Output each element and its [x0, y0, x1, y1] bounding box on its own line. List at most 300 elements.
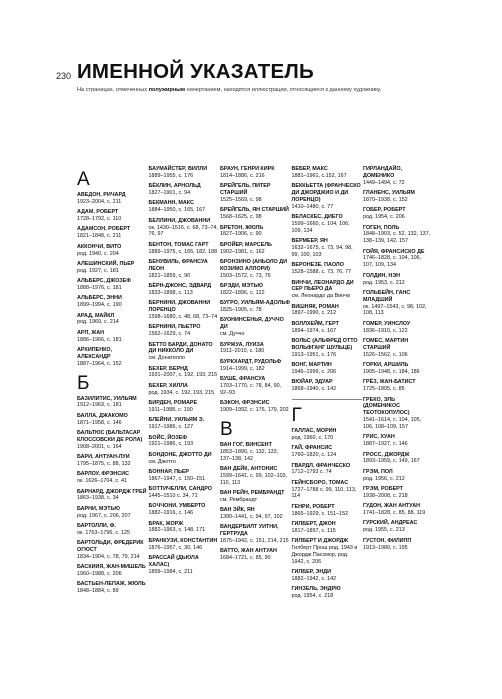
- entry-name: ВИШНЯК, РОМАН: [291, 303, 339, 310]
- entry-name: БРАК, ЖОРЖ: [148, 520, 184, 527]
- index-entry: [149, 259, 219, 280]
- index-entry: [363, 486, 433, 500]
- entry-pages: 1917–1986, с. 127: [148, 424, 194, 431]
- entry-name: БАСТЬЕН-ЛЕПАЖ, ЖЮЛЬ: [77, 581, 146, 588]
- index-entry: [292, 504, 362, 518]
- entry-name: БУРЖУА, ЛУИЗА: [220, 341, 264, 348]
- index-entry: [220, 183, 290, 204]
- index-entry: [220, 300, 290, 314]
- entry-pages: см. Дуччо: [220, 331, 245, 338]
- entry-name: БАРНИ, МЭТЬЮ: [77, 505, 120, 512]
- entry-name: ВОЛЛХЕЙМ, ГЕРТ: [291, 320, 339, 327]
- entry-pages: 1888–1976, с. 181: [77, 284, 122, 291]
- entry-name: ГОМЕР, УИНСЛОУ: [363, 320, 411, 327]
- entry-pages: 1822–1896, с. 122: [220, 289, 265, 296]
- index-column: [77, 166, 147, 604]
- entry-name: ГИЛБЕРТ, ДЖОН: [291, 521, 336, 528]
- index-entry: [149, 503, 219, 517]
- index-entry: [363, 290, 433, 317]
- entry-name: ГЛАНЕНС, УИЛЬЯМ: [363, 190, 415, 197]
- entry-name: ГУСТОН, ФИЛИПП: [363, 537, 412, 544]
- entry-name: БЕРНИНИ, ПЬЕТРО: [148, 324, 201, 331]
- entry-name: АЛЬБЕРС, ЭННИ: [77, 295, 122, 302]
- entry-name: ГОБЕР, РОБЕРТ: [363, 207, 406, 214]
- entry-pages: 1817–1897, с. 115: [291, 527, 336, 534]
- entry-pages: 1923–2004, с. 211: [77, 198, 122, 205]
- entry-name: БРАССАЙ (ДЬЮЛА ХАЛАС): [148, 555, 199, 568]
- entry-name: БУРКХАРДТ, РУДОЛЬФ: [220, 358, 282, 365]
- entry-pages: 1599–1660, с. 104, 106, 109, 134: [291, 221, 350, 234]
- entry-pages: 1902–1981, с. 162: [220, 248, 265, 255]
- index-entry: [220, 225, 290, 239]
- entry-pages: 1848–1903, с. 52, 132, 137, 138–139, 142, 157: [363, 231, 431, 245]
- entry-pages: 1821–1848, с. 211: [77, 233, 122, 240]
- entry-name: БРОНЗИНО (АНЬОЛО ДИ КОЗИМО АЛЛОРИ): [220, 258, 287, 272]
- entry-pages: род. 1969, с. 214: [77, 319, 119, 326]
- index-column: [149, 166, 219, 604]
- index-entry: [292, 238, 362, 259]
- entry-pages: род. 1953, с. 212: [363, 279, 405, 286]
- index-entry: [220, 166, 290, 180]
- entry-name: БАРТОЛЬДИ, ФРЕДЕРИК ОГЮСТ: [77, 540, 144, 554]
- entry-pages: см. Леонардо да Винчи: [291, 293, 350, 300]
- index-entry: [77, 192, 147, 206]
- entry-name: БЕХЕР, ХИЛЛА: [148, 382, 188, 389]
- entry-name: АЛЬБЕРС, ДЖОЗЕФ: [77, 278, 131, 285]
- entry-pages: 1541–1614, с. 104, 105, 106, 108–109, 157: [363, 417, 422, 430]
- entry-name: БОТТИЧЕЛЛИ, САНДРО: [148, 486, 212, 493]
- entry-pages: 1886–1966, с. 181: [77, 336, 122, 343]
- entry-name: ВЮЙАР, ЭДУАР: [291, 379, 333, 386]
- index-entry: [220, 317, 290, 338]
- entry-pages: 1390–1441, с. 94, 97, 102: [220, 514, 283, 521]
- entry-name: БОЧЧОНИ, УМБЕРТО: [148, 503, 206, 510]
- entry-pages: 1887–1927, с. 146: [363, 441, 408, 448]
- index-entry: [77, 506, 147, 520]
- entry-name: БУОНИНСЕНЬЯ, ДУЧЧО ДИ: [220, 317, 284, 331]
- entry-pages: 1834–1904, с. 78, 79, 214: [77, 553, 140, 560]
- index-entry: [77, 244, 147, 258]
- entry-name: БЕНТОН, ТОМАС ГАРТ: [148, 241, 209, 248]
- entry-name: АДАМ, РОБЕРТ: [77, 209, 119, 216]
- index-entry: [149, 218, 219, 239]
- entry-pages: 1905–1948, с. 184, 186: [363, 368, 420, 375]
- entry-pages: род. 1954, с. 218: [291, 593, 334, 600]
- index-entry: [292, 445, 362, 459]
- entry-name: БАЛЬТЮС (БАЛЬТАСАР КЛОССОВСКИ ДЕ РОЛА): [77, 429, 143, 443]
- entry-name: ВАНДЕРБИЛТ УИТНИ, ГЕРТРУДА: [220, 524, 279, 538]
- index-note: [77, 87, 381, 93]
- index-entry: [77, 430, 147, 451]
- entry-pages: 1568–1625, с. 98: [220, 214, 262, 221]
- index-entry: [220, 442, 290, 463]
- letter-heading: Г: [291, 405, 302, 427]
- entry-pages: 1863–1938, с. 34: [77, 495, 119, 502]
- index-entry: [149, 435, 219, 449]
- entry-pages: 1882–1942, с. 142: [291, 576, 337, 583]
- index-entry: [363, 338, 433, 359]
- entry-pages: 1525–1569, с. 98: [220, 196, 262, 203]
- entry-name: ГИРЛАНДАЙО, ДОМЕНИКО: [363, 166, 403, 179]
- letter-heading: А: [77, 169, 90, 190]
- entry-name: БРЕЙГЕЛЬ, ЯН СТАРШИЙ: [220, 207, 289, 214]
- index-entry: [77, 489, 147, 503]
- index-entry: [292, 463, 362, 477]
- entry-name: ГАЛЛАС, МОРИН: [291, 428, 337, 435]
- entry-name: ГУДОН, ЖАН АНТУАН: [363, 503, 421, 510]
- index-entry: [149, 417, 219, 431]
- entry-pages: 1887–1964, с. 152: [77, 360, 122, 367]
- entry-pages: род. 1960, с. 170: [291, 434, 334, 441]
- index-entry: [363, 379, 433, 393]
- index-entry: [220, 359, 290, 373]
- entry-pages: см. Джотто: [148, 458, 176, 465]
- index-entry: [149, 200, 219, 214]
- entry-name: АККОНЧИ, ВИТО: [77, 243, 122, 250]
- entry-pages: 1449–1494, с. 72: [363, 179, 405, 186]
- entry-pages: 1889–1975, с. 165, 182, 188: [148, 248, 218, 255]
- entry-name: БАРИ, АНТУАН-ЛУИ: [77, 454, 130, 461]
- entry-pages: 1899–1984, с. 211: [148, 568, 193, 575]
- entry-pages: 1725–1805, с. 85: [363, 386, 405, 393]
- index-entry: [292, 166, 362, 180]
- entry-name: ВАТТО, ЖАН АНТУАН: [220, 548, 277, 555]
- index-entry: [363, 166, 433, 187]
- index-entry: [363, 538, 433, 552]
- entry-pages: 1853–1890, с. 132, 133, 137–138, 142: [220, 448, 279, 462]
- entry-name: БРАНКУЗИ, КОНСТАНТИН: [148, 537, 218, 544]
- index-entry: [363, 469, 433, 483]
- index-entry: [149, 366, 219, 380]
- entry-name: ГИЛБЕРТ И ДЖОРДЖ: [291, 538, 349, 545]
- index-entry: [292, 262, 362, 276]
- index-entry: [220, 242, 290, 256]
- index-entry: [149, 183, 219, 197]
- entry-name: БУШЕ, ФРАНСУА: [220, 375, 266, 382]
- entry-pages: 1728–1792, с. 110: [77, 216, 122, 223]
- index-entry: [77, 523, 147, 537]
- entry-name: ГОЛДИН, НЭН: [363, 272, 401, 279]
- index-entry: [77, 581, 147, 595]
- index-entry: [363, 520, 433, 534]
- entry-pages: 1882–1963, с. 148, 171: [148, 527, 206, 534]
- index-column: [220, 166, 290, 604]
- index-entry: [292, 183, 362, 210]
- entry-name: ГРОСС, ДЖОРДЖ: [363, 451, 410, 458]
- entry-pages: ок. 1626–1704, с. 41: [77, 478, 128, 485]
- entry-pages: род. 1956, с. 212: [363, 475, 405, 482]
- entry-name: ГУРСКИЙ, АНДРЕАС: [363, 520, 418, 527]
- entry-name: ГРЭМ, РОБЕРТ: [363, 486, 403, 493]
- entry-name: БАСКИИЯ, ЖАН-МИШЕЛЬ: [77, 564, 146, 571]
- index-entry: [220, 259, 290, 280]
- index-entry: [292, 538, 362, 565]
- entry-name: ГОЛЬБЕЙН, ГАНС МЛАДШИЙ: [363, 289, 411, 303]
- letter-heading: В: [220, 418, 233, 440]
- entry-pages: 1938–2008, с. 218: [363, 492, 408, 499]
- entry-name: БРАУН, ГЕНРИ КИРК: [220, 166, 275, 172]
- entry-pages: 1875–1942, с. 151, 214, 215: [220, 538, 289, 545]
- entry-pages: 1921–1986, с. 193: [148, 441, 194, 448]
- entry-name: БЕРНИНИ, ДЖОВАННИ ЛОРЕНЦО: [148, 300, 211, 314]
- entry-pages: 1911–2010, с. 180: [220, 348, 265, 355]
- entry-pages: 1760–1820, с. 124: [291, 452, 337, 459]
- index-entry: [220, 283, 290, 297]
- entry-name: БЁРН-ДЖОНС, ЭДВАРД: [148, 283, 212, 290]
- entry-name: ВЕЛАСКЕС, ДИЕГО: [291, 214, 343, 221]
- entry-name: БАЛЛА, ДЖАКОМО: [77, 412, 128, 419]
- index-entry: [77, 347, 147, 368]
- entry-name: ВИНЧИ, ЛЕОНАРДО ДИ СЕР ПЬЕРО ДА: [291, 279, 354, 293]
- entry-pages: Гилберт Прош род. 1943 и Джордж Пассмор, род. 1942, с. 206: [291, 545, 358, 565]
- entry-pages: 1868–1940, с. 142: [291, 386, 337, 393]
- entry-pages: род. 1954, с. 206: [363, 214, 405, 221]
- entry-name: БАУМАЙСТЕР, ВИЛЛИ: [148, 166, 208, 172]
- entry-pages: род. 1967, с. 206, 207: [77, 512, 131, 519]
- index-column: [363, 166, 433, 604]
- entry-name: БРЭДИ, МЭТЬЮ: [220, 283, 263, 290]
- entry-name: ГИЛБЕР, ЭНДИ: [291, 569, 331, 576]
- entry-pages: 1712–1793 с. 74: [291, 469, 332, 476]
- entry-pages: 1562–1629, с. 74: [148, 331, 191, 338]
- index-entry: [292, 379, 362, 393]
- index-entry: [292, 304, 362, 318]
- entry-pages: 1913–1951, с. 176: [291, 351, 337, 358]
- index-entry: [363, 190, 433, 204]
- entry-pages: 1894–1974, с. 167: [291, 327, 337, 334]
- entry-name: ГОЙЯ, ФРАНСИСКО ДЕ: [363, 248, 425, 255]
- index-entry: [149, 400, 219, 414]
- index-entry: [363, 225, 433, 246]
- entry-pages: 1848–1884, с. 89: [77, 588, 119, 595]
- index-entry: [77, 261, 147, 275]
- index-entry: [77, 540, 147, 561]
- entry-pages: 1746–1828, с. 104, 106, 107, 109, 134: [363, 255, 422, 269]
- index-entry: [220, 548, 290, 562]
- entry-pages: 1833–1898, с. 113: [148, 289, 193, 296]
- entry-pages: 1871–1958, с. 146: [77, 419, 122, 426]
- index-entry: [149, 283, 219, 297]
- index-column: [292, 166, 362, 604]
- entry-pages: род. 1940, с. 204: [77, 250, 119, 257]
- entry-pages: 1703–1770, с. 78, 84, 90, 92–93: [220, 382, 282, 396]
- entry-name: БАРЛОУ, ФРЭНСИС: [77, 471, 129, 478]
- entry-pages: 1599–1641, с. 99, 102–103, 110, 113: [220, 472, 288, 486]
- index-entry: [220, 507, 290, 521]
- index-entry: [363, 362, 433, 376]
- index-entry: [149, 324, 219, 338]
- index-entry: [292, 338, 362, 359]
- page-title: ИМЕННОЙ УКАЗАТЕЛЬ: [77, 60, 314, 83]
- divider: [292, 399, 362, 400]
- index-entry: [292, 586, 362, 600]
- entry-name: БЕХЕР, БЕРНД: [148, 365, 188, 372]
- entry-pages: 1865–1929, с. 151–152: [291, 510, 349, 517]
- entry-pages: ок. 1430–1516, с. 68, 73–74, 76, 97: [148, 224, 218, 238]
- entry-pages: 1795–1875, с. 88, 132: [77, 460, 131, 467]
- entry-name: АРП, ЖАН: [77, 329, 105, 336]
- index-entry: [77, 330, 147, 344]
- entry-name: АДАМСОН, РОБЕРТ: [77, 226, 131, 233]
- index-entry: [220, 342, 290, 356]
- entry-name: БОНДОНЕ, ДЖОТТО ДИ: [148, 451, 212, 458]
- entry-pages: 1684–1721, с. 85, 90: [220, 555, 271, 562]
- entry-name: АВЕДОН, РИЧАРД: [77, 192, 126, 198]
- entry-name: БРЕТОН, ЖЮЛЬ: [220, 224, 264, 231]
- entry-pages: 1632–1675, с. 73, 94, 98, 99, 100, 103: [291, 245, 353, 258]
- entry-pages: 1897–1990, с. 212: [291, 310, 337, 317]
- entry-name: ВАН РЕЙН, РЕМБРАНДТ: [220, 489, 285, 496]
- index-entry: [149, 469, 219, 483]
- entry-pages: 1889–1955, с. 176: [148, 172, 194, 179]
- index-note-pre: На страницах, отмеченных: [77, 87, 149, 93]
- entry-pages: 1867–1947, с. 150–151: [148, 475, 206, 482]
- index-entry: [292, 321, 362, 335]
- entry-pages: 1526–1562, с. 106: [363, 351, 408, 358]
- index-entry: [363, 397, 433, 431]
- index-note-bold: полужирным: [148, 87, 186, 93]
- entry-name: АЛЕШИНСКИЙ, ПЬЕР: [77, 260, 135, 267]
- entry-name: ВАН ДЕЙК, АНТОНИС: [220, 465, 278, 472]
- index-entry: [220, 466, 290, 487]
- index-note-post: начертанием, находятся иллюстрации, относящиеся к данному художнику.: [185, 87, 382, 93]
- entry-name: БАРНАРД, ДЖОРДЖ ГРЕЙ: [77, 488, 147, 495]
- entry-pages: 1445–1510 с. 34, 71: [148, 493, 198, 500]
- entry-pages: 1410–1480, с. 77: [291, 203, 334, 210]
- entry-name: ГРИС, ХУАН: [363, 434, 395, 441]
- entry-name: ВЕРМЕЕР, ЯН: [291, 238, 328, 245]
- entry-name: ГВАРДЛ, ФРАНЧЕСКО: [291, 462, 351, 469]
- entry-pages: 1814–1886, с. 216: [220, 172, 265, 179]
- entry-pages: 1528–1588, с. 73, 76, 77: [291, 269, 352, 276]
- letter-heading: Б: [77, 372, 90, 394]
- entry-pages: 1884–1950, с. 165, 167: [148, 207, 206, 214]
- index-entry: [149, 342, 219, 363]
- entry-name: БЛЕЙНИ, УИЛЬЯМ Э.: [148, 417, 205, 424]
- entry-name: БЕКМАНН, МАКС: [148, 200, 194, 207]
- entry-pages: 1503–1572, с. 73, 76: [220, 272, 271, 279]
- entry-pages: 1870–1938, с. 152: [363, 196, 408, 203]
- entry-pages: 1913–1980, с. 195: [363, 544, 408, 551]
- index-entry: [363, 207, 433, 221]
- index-entry: [292, 480, 362, 501]
- entry-pages: 1899–1994, с. 190: [77, 302, 122, 309]
- entry-pages: 1914–1999, с. 182: [220, 365, 265, 372]
- entry-name: ГОРКИ, АРШИЛЬ: [363, 362, 409, 369]
- index-entry: [77, 396, 147, 410]
- entry-name: БУГРО, УИЛЬЯМ-АДОЛЬФ: [220, 300, 290, 307]
- entry-name: БЕТТО БАРДИ, ДОНАТО ДИ НИККОЛО ДИ: [148, 341, 213, 355]
- index-entry: [220, 400, 290, 414]
- entry-pages: 1931–2007, с. 192, 193, 215: [148, 372, 218, 379]
- entry-pages: 1909–1992, с. 176, 179, 202: [220, 406, 289, 413]
- entry-name: БЁКЛИН, АРНОЛЬД: [148, 183, 201, 190]
- index-entry: [77, 209, 147, 223]
- index-entry: [149, 538, 219, 552]
- entry-name: ГАЙ, ФРАНСИС: [291, 445, 333, 452]
- entry-pages: 1882–1916, с. 146: [148, 510, 194, 517]
- entry-pages: 1741–1828, с. 85, 88, 119: [363, 510, 426, 517]
- entry-name: ВАН ЭЙК, ЯН: [220, 507, 255, 514]
- entry-name: ГИНЗЕЛЬ, ЭНДРЮ: [291, 586, 341, 593]
- entry-name: ГОМЕС, МАРТИН СТАРШИЙ: [363, 338, 409, 351]
- index-entry: [149, 242, 219, 256]
- index-entry: [149, 521, 219, 535]
- index-entry: [363, 503, 433, 517]
- index-entry: [292, 521, 362, 535]
- entry-name: АРХИПЕНКО, АЛЕКСАНДР: [77, 346, 113, 360]
- entry-pages: см. Донателло: [148, 355, 186, 362]
- entry-pages: см. Рембрандт: [220, 496, 258, 503]
- entry-name: ВЕБЕР, МАКС: [291, 166, 328, 172]
- index-entry: [220, 376, 290, 397]
- index-entry: [363, 273, 433, 287]
- index-entry: [77, 454, 147, 468]
- entry-name: ВЕРОНЕЗЕ, ПАОЛО: [291, 262, 344, 269]
- index-entry: [292, 214, 362, 235]
- index-entry: [149, 486, 219, 500]
- entry-pages: 1946–1999, с. 206: [291, 368, 337, 375]
- index-entry: [149, 452, 219, 466]
- index-entry: [363, 434, 433, 448]
- entry-name: АРАД, МАЙКЛ: [77, 312, 115, 319]
- entry-pages: 1821–1859, с. 90: [148, 272, 191, 279]
- entry-pages: ок. 1763–1796, с. 125: [77, 529, 131, 536]
- index-entry: [77, 278, 147, 292]
- entry-pages: род. 1955, с. 213: [363, 527, 405, 534]
- entry-pages: род. 1934, с. 192, 193, 215: [148, 389, 215, 396]
- index-entry: [77, 413, 147, 427]
- entry-name: БЕНУВИЛЬ, ФРАНСУА ЛЕОН: [148, 258, 208, 272]
- entry-name: БРОЙЕР, МАРСЕЛЬ: [220, 241, 272, 248]
- entry-name: БРЕЙГЕЛЬ, ПИТЕР СТАРШИЙ: [220, 183, 271, 197]
- entry-pages: ок. 1497–1543, с. 98, 102, 108, 113: [363, 303, 427, 317]
- index-entry: [149, 300, 219, 321]
- index-entry: [292, 362, 362, 376]
- entry-name: БОЙС, ЙОЗЕФ: [148, 434, 187, 441]
- entry-name: ГЕЙНСБОРО, ТОМАС: [291, 479, 349, 486]
- entry-pages: 1908–2001, с. 164: [77, 443, 122, 450]
- entry-name: ГОГЕН, ПОЛЬ: [363, 224, 400, 231]
- entry-pages: 1827–1901, с. 94: [148, 190, 191, 197]
- entry-pages: 1876–1957, с. 30, 146: [148, 544, 203, 551]
- entry-pages: 1825–1905, с. 78: [220, 307, 262, 314]
- entry-name: БИРДЕН, РОМАРЕ: [148, 400, 198, 407]
- entry-pages: 1960–1988, с. 206: [77, 571, 122, 578]
- entry-name: ГРЭМ, ПОЛ: [363, 468, 393, 475]
- index-entry: [220, 524, 290, 545]
- index-entry: [77, 471, 147, 485]
- entry-name: ГРЁЗ, ЖАН-БАТИСТ: [363, 379, 416, 386]
- entry-name: ГЕНРИ, РОБЕРТ: [291, 503, 335, 510]
- index-entry: [149, 383, 219, 397]
- entry-pages: 1911–1988, с. 190: [148, 406, 193, 413]
- entry-name: БАРТОЛЛИ, Ф.: [77, 522, 116, 529]
- index-columns: [77, 166, 435, 604]
- entry-name: БАЗИЛИТИС, УИЛЬЯМ: [77, 395, 137, 402]
- entry-pages: род. 1927, с. 181: [77, 267, 119, 274]
- entry-name: ВОНГ, МАРТИН: [291, 362, 332, 369]
- entry-name: ВЕККЬЕТТА (ФРАНЧЕСКО ДИ ДЖОРДЖИО И ДИ ЛОРЕНЦО): [291, 183, 361, 203]
- index-entry: [77, 226, 147, 240]
- entry-pages: 1836–1910, с. 122: [363, 327, 408, 334]
- index-entry: [292, 280, 362, 301]
- index-entry: [77, 313, 147, 327]
- index-entry: [292, 428, 362, 442]
- entry-pages: 1727–1788 с. 99, 110, 113, 114: [291, 486, 357, 500]
- entry-pages: 1827–1906, с. 90: [220, 231, 262, 238]
- page-number: 230: [56, 71, 72, 81]
